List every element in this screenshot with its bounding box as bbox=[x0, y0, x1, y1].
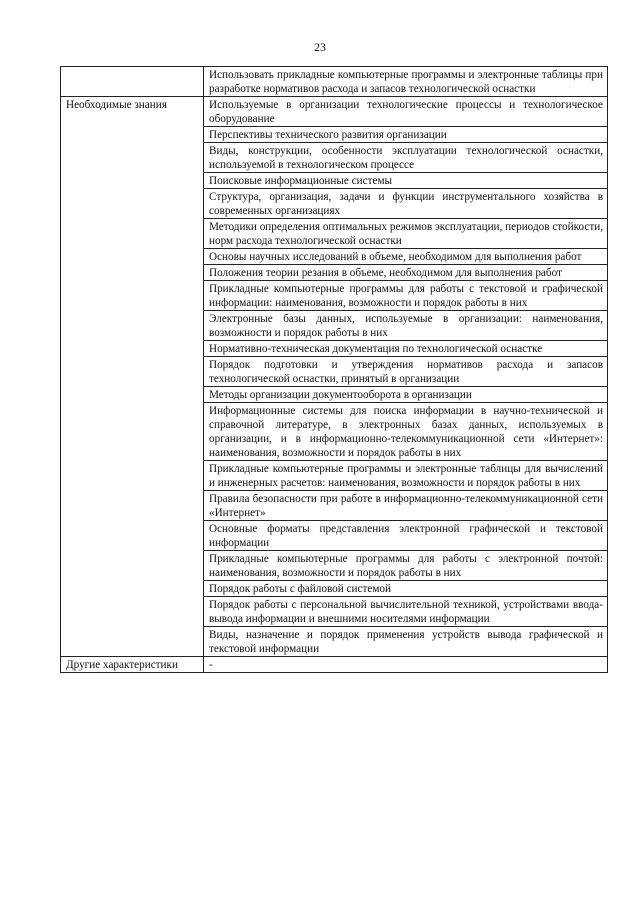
row-text: Нормативно-техническая документация по технологической оснастке bbox=[204, 341, 608, 357]
row-text: Информационные системы для поиска информации в научно-технической и справочной литературе, в электронных базах данных, используемых в организации, и в информационно-телекоммуникационной сети «Интернет»: наименования, возможности и порядок работы в них bbox=[204, 403, 608, 461]
section-label-knowledge: Необходимые знания bbox=[61, 97, 204, 657]
row-text: Использовать прикладные компьютерные программы и электронные таблицы при разработке нормативов расхода и запасов технологической оснастки bbox=[204, 67, 608, 97]
page-number: 23 bbox=[314, 40, 326, 54]
table-row bbox=[61, 657, 608, 673]
row-text: Виды, конструкции, особенности эксплуатации технологической оснастки, используемой в технологическом процессе bbox=[204, 143, 608, 173]
row-text: - bbox=[204, 657, 608, 673]
row-text: Виды, назначение и порядок применения устройств вывода графической и текстовой информации bbox=[204, 627, 608, 657]
row-text: Методики определения оптимальных режимов эксплуатации, периодов стойкости, норм расхода технологической оснастки bbox=[204, 219, 608, 249]
row-text: Прикладные компьютерные программы для работы с текстовой и графической информации: наименования, возможности и порядок работы в них bbox=[204, 281, 608, 311]
row-label bbox=[61, 67, 204, 97]
row-text: Положения теории резания в объеме, необходимом для выполнения работ bbox=[204, 265, 608, 281]
table-row bbox=[61, 97, 608, 127]
row-text: Методы организации документооборота в организации bbox=[204, 387, 608, 403]
row-text: Порядок подготовки и утверждения нормативов расхода и запасов технологической оснастки, принятый в организации bbox=[204, 357, 608, 387]
row-text: Порядок работы с файловой системой bbox=[204, 581, 608, 597]
row-text: Правила безопасности при работе в информационно-телекоммуникационной сети «Интернет» bbox=[204, 491, 608, 521]
requirements-table bbox=[60, 66, 608, 673]
row-text: Прикладные компьютерные программы для работы с электронной почтой: наименования, возможности и порядок работы в них bbox=[204, 551, 608, 581]
row-text: Используемые в организации технологические процессы и технологическое оборудование bbox=[204, 97, 608, 127]
row-text: Основы научных исследований в объеме, необходимом для выполнения работ bbox=[204, 249, 608, 265]
row-text: Перспективы технического развития организации bbox=[204, 127, 608, 143]
section-label-other: Другие характеристики bbox=[61, 657, 204, 673]
row-text: Порядок работы с персональной вычислительной техникой, устройствами ввода-вывода информации и внешними носителями информации bbox=[204, 597, 608, 627]
row-text: Основные форматы представления электронной графической и текстовой информации bbox=[204, 521, 608, 551]
row-text: Прикладные компьютерные программы и электронные таблицы для вычислений и инженерных расчетов: наименования, возможности и порядок работы в них bbox=[204, 461, 608, 491]
row-text: Поисковые информационные системы bbox=[204, 173, 608, 189]
table-row bbox=[61, 67, 608, 97]
row-text: Электронные базы данных, используемые в организации: наименования, возможности и порядок работы в них bbox=[204, 311, 608, 341]
row-text: Структура, организация, задачи и функции инструментального хозяйства в современных организациях bbox=[204, 189, 608, 219]
